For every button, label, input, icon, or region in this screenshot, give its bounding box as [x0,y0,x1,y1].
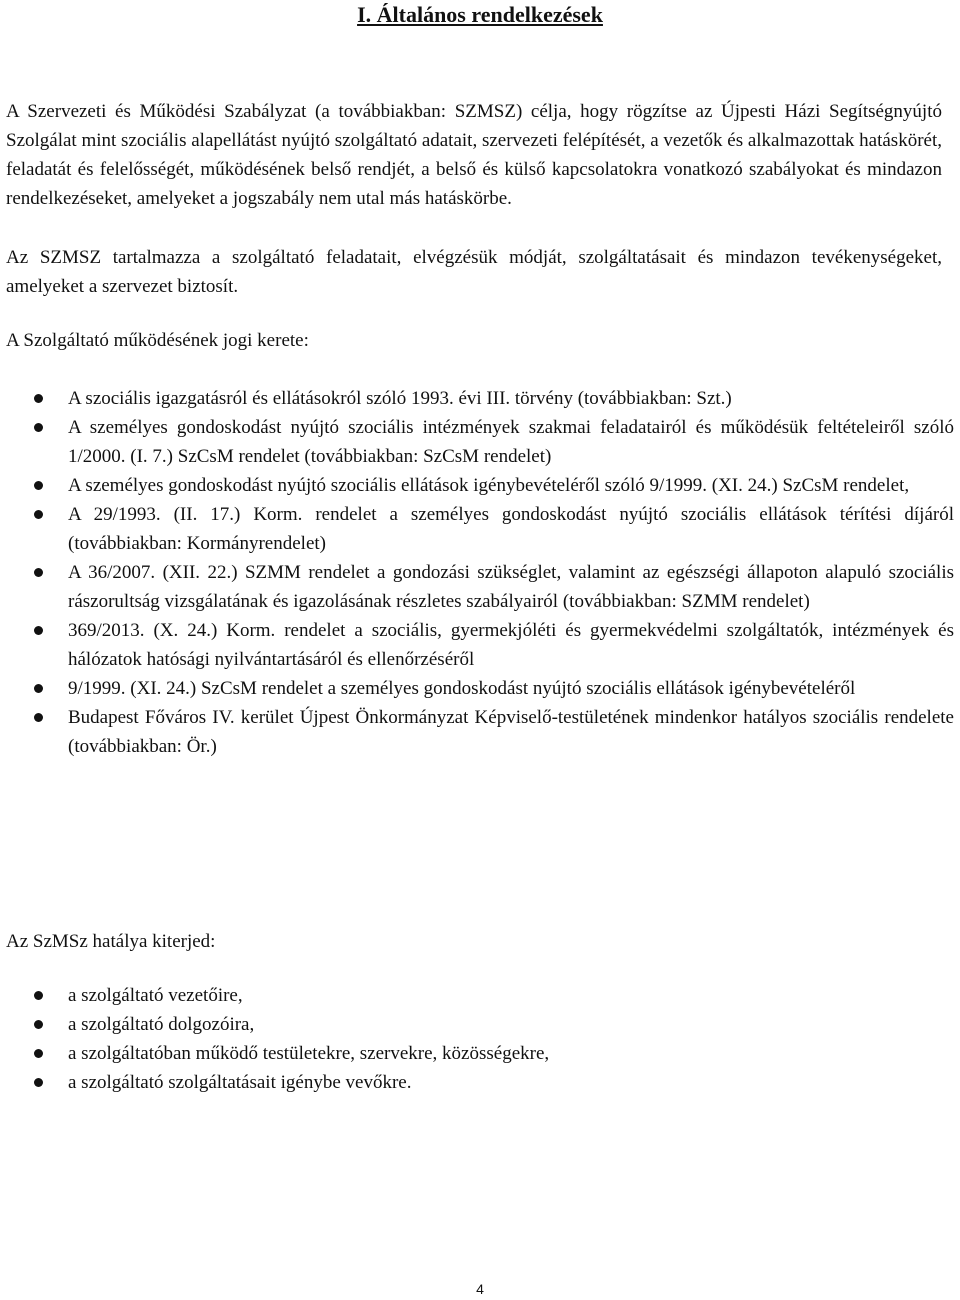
list-item: A személyes gondoskodást nyújtó szociális ellátások igénybevételéről szóló 9/1999. (XI. 24.) SzCsM rendelet, [0,471,960,500]
bullet-icon [34,568,43,577]
bullet-icon [34,1020,43,1029]
list-item: A 29/1993. (II. 17.) Korm. rendelet a személyes gondoskodást nyújtó szociális ellátások térítési díjáról (továbbiakban: Kormányrendelet) [0,500,960,558]
scope-list [0,981,960,1097]
list-item: a szolgáltató dolgozóira, [0,1010,960,1039]
section-title: I. Általános rendelkezések [357,2,603,27]
legal-framework-list [0,384,960,761]
list-item: 369/2013. (X. 24.) Korm. rendelet a szociális, gyermekjóléti és gyermekvédelmi szolgáltatók, intézmények és hálózatok hatósági nyilvántartásáról és ellenőrzéséről [0,616,960,674]
list-item: a szolgáltató szolgáltatásait igénybe vevőkre. [0,1068,960,1097]
bullet-icon [34,626,43,635]
page-number: 4 [476,1281,484,1297]
list-item: Budapest Főváros IV. kerület Újpest Önkormányzat Képviselő-testületének mindenkor hatályos szociális rendelete (továbbiakban: Ör.) [0,703,960,761]
intro-paragraph: A Szervezeti és Működési Szabályzat (a továbbiakban: SZMSZ) célja, hogy rögzítse az Újpesti Házi Segítségnyújtó Szolgálat mint szociális alapellátást nyújtó szolgáltató adatait, szervezeti felépítését, a vezetők és alkalmazottak hatáskörét, feladatát és felelősségét, működésének belső rendjét, a belső és külső kapcsolatokra vonatkozó szabályokat és mindazon rendelkezéseket, amelyeket a jogszabály nem utal más hatáskörbe. [6,101,942,209]
bullet-icon [34,510,43,519]
bullet-icon [34,684,43,693]
second-paragraph: Az SZMSZ tartalmazza a szolgáltató feladatait, elvégzésük módját, szolgáltatásait és mindazon tevékenységeket, amelyeket a szervezet biztosít. [6,247,942,297]
bullet-icon [34,394,43,403]
list-item: A 36/2007. (XII. 22.) SZMM rendelet a gondozási szükséglet, valamint az egészségi állapoton alapuló szociális rászorultság vizsgálatának és igazolásának részletes szabályairól (továbbiakban: SZMM rendelet) [0,558,960,616]
list-item: a szolgáltatóban működő testületekre, szervekre, közösségekre, [0,1039,960,1068]
bullet-icon [34,1078,43,1087]
scope-heading: Az SzMSz hatálya kiterjed: [6,931,216,952]
legal-framework-heading: A Szolgáltató működésének jogi kerete: [6,330,309,351]
bullet-icon [34,991,43,1000]
list-item: a szolgáltató vezetőire, [0,981,960,1010]
list-item: A személyes gondoskodást nyújtó szociális intézmények szakmai feladatairól és működésük feltételeiről szóló 1/2000. (I. 7.) SzCsM rendelet (továbbiakban: SzCsM rendelet) [0,413,960,471]
bullet-icon [34,423,43,432]
bullet-icon [34,1049,43,1058]
list-item: A szociális igazgatásról és ellátásokról szóló 1993. évi III. törvény (továbbiakban: Szt.) [0,384,960,413]
bullet-icon [34,713,43,722]
bullet-icon [34,481,43,490]
list-item: 9/1999. (XI. 24.) SzCsM rendelet a személyes gondoskodást nyújtó szociális ellátások igénybevételéről [0,674,960,703]
